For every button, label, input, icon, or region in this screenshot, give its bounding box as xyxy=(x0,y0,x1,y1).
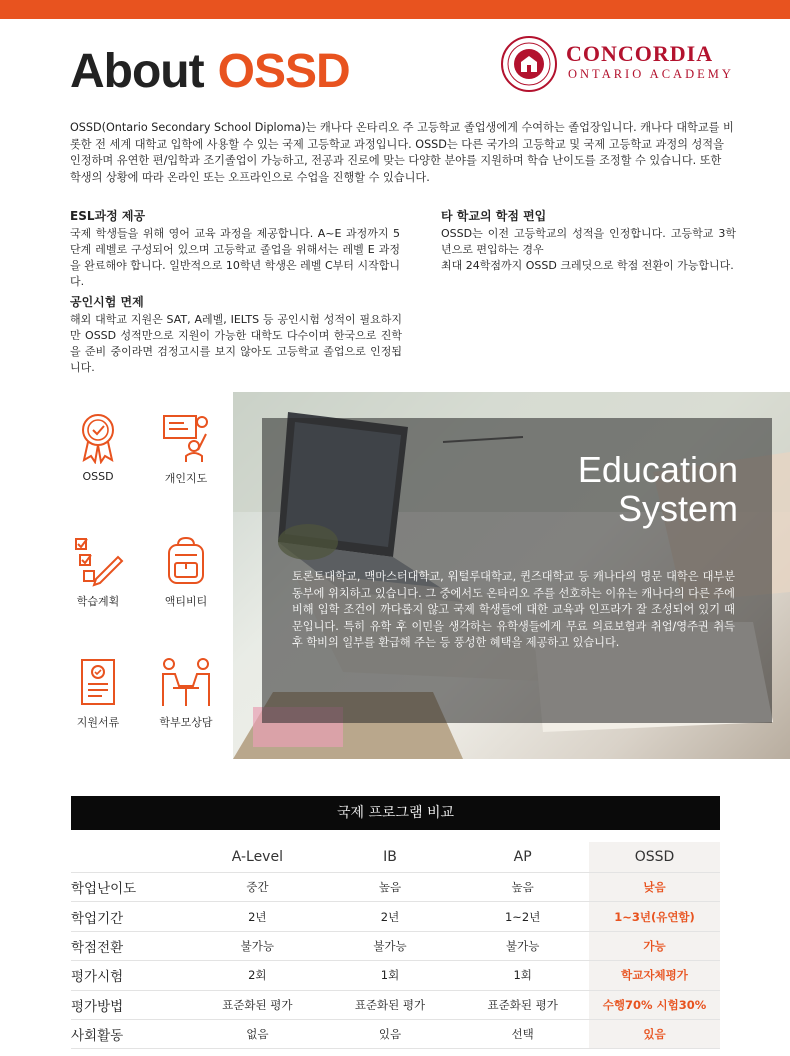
exam-title: 공인시험 면제 xyxy=(70,295,144,309)
table-cell: 2년 xyxy=(324,902,457,931)
table-cell: 선택 xyxy=(456,1019,589,1048)
ossd-cell: 1~3년(유연함) xyxy=(589,902,720,931)
row-label: 학업기간 xyxy=(71,902,191,931)
table-cell: 높음 xyxy=(456,873,589,902)
table-cell: 불가능 xyxy=(191,931,324,960)
consultation-table-icon xyxy=(157,656,215,708)
comparison-table xyxy=(71,842,720,1049)
checklist-pencil-icon xyxy=(72,535,124,587)
exam-section xyxy=(70,294,402,376)
top-accent-bar xyxy=(0,0,790,19)
icon-item-activity xyxy=(150,535,222,609)
row-label: 평가시험 xyxy=(71,961,191,990)
table-row xyxy=(71,961,720,990)
table-cell: 중간 xyxy=(191,873,324,902)
table-cell: 불가능 xyxy=(324,931,457,960)
table-cell: 2년 xyxy=(191,902,324,931)
table-cell: 2회 xyxy=(191,961,324,990)
table-cell: 불가능 xyxy=(456,931,589,960)
ossd-cell: 있음 xyxy=(589,1019,720,1048)
table-row xyxy=(71,931,720,960)
ossd-cell: 학교자체평가 xyxy=(589,961,720,990)
page-title xyxy=(70,44,350,99)
ossd-cell: 낮음 xyxy=(589,873,720,902)
logo-subtitle: ONTARIO ACADEMY xyxy=(568,67,734,81)
icon-item-ossd xyxy=(62,412,134,483)
document-check-icon xyxy=(76,656,120,708)
row-label: 평가방법 xyxy=(71,990,191,1019)
table-cell: 표준화된 평가 xyxy=(456,990,589,1019)
icon-label-activity: 액티비티 xyxy=(164,595,208,608)
table-header-ossd: OSSD xyxy=(589,842,720,873)
table-row xyxy=(71,873,720,902)
icon-item-parent-consult xyxy=(150,656,222,730)
education-title-line2: System xyxy=(617,488,738,529)
table-cell: 1회 xyxy=(324,961,457,990)
table-cell: 없음 xyxy=(191,1019,324,1048)
award-ribbon-icon xyxy=(76,412,120,464)
row-label: 학업난이도 xyxy=(71,873,191,902)
icon-item-study-plan xyxy=(62,535,134,609)
table-row xyxy=(71,902,720,931)
icon-label-study-plan: 학습계획 xyxy=(76,595,120,608)
table-cell: 1~2년 xyxy=(456,902,589,931)
tutor-board-icon xyxy=(160,412,212,464)
school-logo xyxy=(500,35,740,101)
transfer-body-line1: OSSD는 이전 고등학교의 성적을 인정합니다. 고등학교 3학년으로 편입하는 경우 xyxy=(441,227,736,256)
page-title-ossd: OSSD xyxy=(217,45,350,98)
esl-title: ESL과정 제공 xyxy=(70,209,146,223)
row-label: 사회활동 xyxy=(71,1019,191,1048)
table-row xyxy=(71,1019,720,1048)
esl-body: 국제 학생들을 위해 영어 교육 과정을 제공합니다. A~E 과정까지 5단계 레벨로 구성되어 있으며 고등학교 졸업을 위해서는 레벨 E 과정을 완료해야 합니다. 일반적으로 10학년 학생은 레벨 C부터 시작합니다. xyxy=(70,227,400,288)
table-header-empty xyxy=(71,842,191,873)
ossd-cell: 수행70% 시험30% xyxy=(589,990,720,1019)
table-cell: 높음 xyxy=(324,873,457,902)
logo-name: CONCORDIA xyxy=(566,41,714,66)
page-title-about: About xyxy=(70,45,204,98)
icon-label-ossd: OSSD xyxy=(82,470,114,483)
school-seal-icon xyxy=(500,35,558,93)
comparison-table-title: 국제 프로그램 비교 xyxy=(71,796,720,830)
icon-label-documents: 지원서류 xyxy=(76,716,120,729)
icon-label-parent-consult: 학부모상담 xyxy=(159,716,213,729)
table-header-ib: IB xyxy=(324,842,457,873)
backpack-icon xyxy=(162,535,210,587)
table-header-ap: AP xyxy=(456,842,589,873)
table-row xyxy=(71,990,720,1019)
esl-section xyxy=(70,208,400,290)
exam-body: 해외 대학교 지원은 SAT, A레벨, IELTS 등 공인시험 성적이 필요하지만 OSSD 성적만으로 지원이 가능한 대학도 다수이며 한국으로 진학을 준비 중이라면 검정고시를 보지 않아도 고등학교 졸업으로 인정됩니다. xyxy=(70,313,402,374)
icon-label-tutoring: 개인지도 xyxy=(164,472,208,485)
transfer-title: 타 학교의 학점 편입 xyxy=(441,209,547,223)
row-label: 학점전환 xyxy=(71,931,191,960)
transfer-section xyxy=(441,208,736,274)
education-body: 토론토대학교, 맥마스터대학교, 워털루대학교, 퀸즈대학교 등 캐나다의 명문 대학은 대부분 동부에 위치하고 있습니다. 그 중에서도 온타리오 주를 선호하는 이유는 캐나다의 다른 주에 비해 입학 조건이 까다롭지 않고 국제 학생들에 대한 교육과 인프라가 잘 조성되어 있기 때문입니다. 특히 유학 후 이민을 생각하는 유학생들에게 무료 의료보험과 취업/영주권 취득 후 학비의 일부를 환급해 주는 등 풍성한 혜택을 제공하고 있습니다. xyxy=(292,570,735,649)
table-cell: 있음 xyxy=(324,1019,457,1048)
table-cell: 표준화된 평가 xyxy=(324,990,457,1019)
table-cell: 표준화된 평가 xyxy=(191,990,324,1019)
icon-item-tutoring xyxy=(150,412,222,486)
ossd-cell: 가능 xyxy=(589,931,720,960)
icon-item-documents xyxy=(62,656,134,730)
table-cell: 1회 xyxy=(456,961,589,990)
table-header-alevel: A-Level xyxy=(191,842,324,873)
transfer-body-line2: 최대 24학점까지 OSSD 크레딧으로 학점 전환이 가능합니다. xyxy=(441,259,734,272)
education-title xyxy=(560,450,738,528)
education-title-line1: Education xyxy=(577,449,738,490)
table-header-row xyxy=(71,842,720,873)
intro-paragraph: OSSD(Ontario Secondary School Diploma)는 캐나다 온타리오 주 고등학교 졸업생에게 수여하는 졸업장입니다. 캐나다 대학교를 비롯한 전 세계 대학교 입학에 사용할 수 있는 국제 고등학교 과정입니다. OSSD는 다른 국가의 고등학교 및 국제 고등학교 과정의 성적을 인정하며 유연한 편/입학과 조기졸업이 가능하고, 전공과 진로에 맞는 다양한 분야를 지원하며 학습 난이도를 조정할 수 있습니다. 또한 학생의 상황에 따라 온라인 또는 오프라인으로 수업을 진행할 수 있습니다. xyxy=(70,121,734,184)
